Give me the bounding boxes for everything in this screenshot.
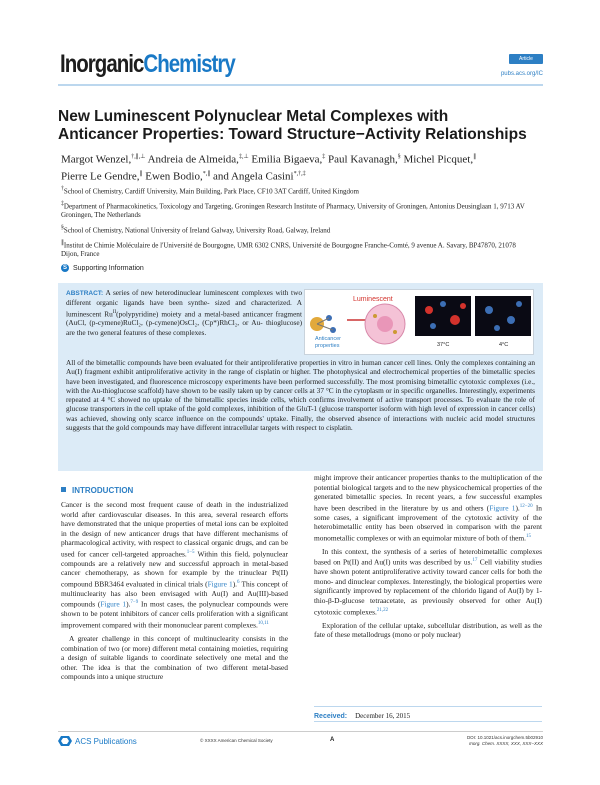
text-run: In most cases, the polynuclear compounds were shown to be potent inhibitors of cancer cells proliferation with a significant improvement compared with their mononuclear parent complexes. bbox=[61, 599, 289, 630]
citation-line: Inorg. Chem. XXXX, XXX, XXX−XXX bbox=[469, 741, 543, 746]
oxidation-state: II bbox=[112, 309, 117, 315]
author[interactable]: and Angela Casini bbox=[212, 170, 294, 183]
received-date: December 16, 2015 bbox=[355, 712, 411, 720]
abstract-body: All of the bimetallic compounds have been evaluated for their antiproliferative properties in vitro in human cancer cell lines. Only the complexes containing an Au(I) fragment exhibit antiproliferative activity in the range of cisplatin or higher. The photophysical and electrochemical properties of the bimetallic species have been investigated, and fluorescence microscopy experiments have been performed successfully. The most promising bimetallic cytotoxic complexes (i.e., with the Au-thioglucose scaffold) have shown to be easily taken up by cancer cells at 37 °C in the cytoplasm or in specific organelles. Interestingly, experiments repeated at 4 °C showed no uptake of the bimetallic species inside cells, which confirms involvement of active transport processes. To evaluate the role of glucose transporters in the cell uptake of the gold complexes, inhibition of the GluT-1 (glucose transporter isoform with high level of expression in cancer cells) was achieved, showing only scarce influence on the compounds' uptake. Finally, the observed absence of interactions with nucleic acid model structures suggests that the gold compounds may have different intracellular targets with respect to cisplatin. bbox=[66, 358, 535, 433]
author-affil-mark: †,∥,⊥ bbox=[131, 154, 146, 160]
citation[interactable]: 15 bbox=[526, 533, 532, 539]
abstract-line: A series of new heterodinuclear luminescent bbox=[105, 288, 239, 297]
affil-mark: ‡ bbox=[61, 201, 64, 207]
affiliation bbox=[61, 239, 531, 259]
toc-microscopy-4 bbox=[475, 296, 531, 336]
paragraph: Exploration of the cellular uptake, subcellular distribution, as well as the fate of these metallodrugs (mono or poly nuclear) bbox=[314, 620, 542, 640]
copyright: © XXXX American Chemical Society bbox=[200, 738, 273, 743]
abstract-line: sized and characterized. A luminescent Ru bbox=[66, 298, 303, 319]
author[interactable]: Michel Picquet, bbox=[403, 153, 474, 166]
toc-organelle bbox=[373, 314, 377, 318]
paragraph: Cancer is the second most frequent cause of death in the industrialized world after cardiovascular diseases. In this area, several research efforts have demonstrated that the unique properties of metal ions can be exploited in the design of new anticancer drugs that have different mechanisms of pharmacological activity, with respect to classical organic drugs, and can be used for cancer cell-targeted approaches.$^{1-5}$ Within this field, polynuclear compounds are a relatively new and successful approach in metal-based cancer chemotherapy, as shown for example by the trinuclear Pt(II) compound BBR3464 evaluated in clinical trials (Figure 1).$^6$ This concept of multinuclearity has also been envisaged with Au(I) and Au(III)-based compounds (Figure 1).$^{7-9}$ In most cases, the polynuclear compounds were shown to be potent inhibitors of cancer cells proliferation with a significant improvement compared with their mononuclear parent complexes.$^{10,11}$ bbox=[61, 500, 289, 630]
toc-4-label: 4°C bbox=[499, 342, 509, 348]
affil-mark: § bbox=[61, 225, 64, 231]
author[interactable]: Paul Kavanagh, bbox=[328, 153, 398, 166]
citation[interactable]: 17 bbox=[472, 558, 478, 564]
abstract-line: (p-cymene)RuCl₂, (p-cymene)OsCl₂, (Cp*)RhCl₂, or Au- bbox=[89, 318, 263, 328]
text-run: Within this field, polynuclear compounds are a relatively new and successful approach in metal-based cancer chemotherapy, as shown for example by the trinuclear Pt(II) compound BBR3464 evaluated in clinical trials ( bbox=[61, 549, 288, 589]
received-date-row bbox=[314, 706, 542, 722]
section-heading-introduction bbox=[61, 486, 133, 495]
text-run: Cell viability studies have shown potent antiproliferative activity toward cancer cells for both the mono- and dinuclear complexes. Interestingly, the biological properties were significantly improved by replacement of the chlorido ligand of Au(I) by 1-thio-β-D-glucose tetraacetate, as previously observed for other Au(I) cytotoxic complexes. bbox=[314, 557, 542, 616]
citation[interactable]: 7−9 bbox=[130, 600, 139, 606]
toc-graphic bbox=[304, 289, 534, 355]
author[interactable]: Ewen Bodio, bbox=[145, 170, 203, 183]
supporting-info-icon: S bbox=[62, 265, 67, 271]
text-run: Cancer is the second most frequent cause of death in the industrialized world after cardiovascular diseases. In this area, several research efforts have demonstrated that the unique properties of metal ions can be exploited in the design of new anticancer drugs that have different mechanisms of pharmacological activity, with respect to classical organic drugs, and can be used for cancer cell-targeted approaches. bbox=[61, 500, 288, 559]
doi[interactable]: DOI: 10.1021/acs.inorgchem.5b02910 bbox=[466, 735, 543, 740]
journal-logo bbox=[60, 49, 235, 79]
text-run: In this context, the synthesis of a series of heterobimetallic complexes based on Pt(II) and Au(I) units was described by us. bbox=[314, 546, 542, 567]
footer-divider bbox=[58, 731, 543, 732]
affiliation bbox=[61, 185, 531, 196]
toc-nucleus bbox=[377, 316, 393, 332]
acs-hexagon-icon bbox=[58, 736, 72, 746]
abstract-line: thioglucose) are the two general features of these complexes. bbox=[66, 318, 303, 337]
paragraph bbox=[314, 547, 542, 617]
affil-text: Department of Pharmacokinetics, Toxicology and Targeting, Groningen Research Institute of Pharmacy, University of Groningen, Antonius Deusinglaan 1, 9713 AV Groningen, The Netherlands bbox=[61, 202, 525, 220]
author-affil-mark: § bbox=[397, 154, 401, 160]
author-affil-mark: ∥ bbox=[139, 171, 143, 178]
affil-text: Institut de Chimie Moléculaire de l'Université de Bourgogne, UMR 6302 CNRS, Université de Bourgogne Franche-Comté, 9 avenue A. Savary, BP47870, 21078 Dijon, France bbox=[61, 241, 516, 259]
affil-text: School of Chemistry, National University of Ireland Galway, University Road, Galway, Ireland bbox=[63, 226, 331, 235]
citation[interactable]: 10,11 bbox=[257, 620, 269, 626]
paragraph: A greater challenge in this concept of multinuclearity consists in the combination of two (or more) different metal containing moieties, requiring a design of suitable ligands to coordinate selectively one metal and the other. The idea is that the combination of two different metal-based compounds into a unique structure bbox=[61, 633, 288, 682]
author-affil-mark: *,†,‡ bbox=[293, 171, 306, 178]
affiliation bbox=[61, 200, 531, 220]
author[interactable]: Andreia de Almeida, bbox=[147, 153, 239, 166]
publisher-name: ACS Publications bbox=[75, 736, 137, 746]
author[interactable]: Pierre Le Gendre, bbox=[61, 170, 140, 183]
journal-url[interactable]: pubs.acs.org/IC bbox=[500, 71, 543, 77]
author-list bbox=[61, 150, 531, 184]
header-divider bbox=[58, 84, 543, 86]
citation[interactable]: 6 bbox=[237, 579, 240, 585]
citation[interactable]: 12−20 bbox=[519, 503, 533, 509]
abstract-line: (polypyridine) bbox=[116, 309, 159, 319]
section-bullet-icon bbox=[61, 487, 66, 492]
right-column bbox=[314, 473, 542, 640]
author[interactable]: Emilia Bigaeva, bbox=[251, 153, 323, 166]
citation[interactable]: 1−5 bbox=[186, 549, 195, 555]
section-heading-label: INTRODUCTION bbox=[72, 486, 134, 495]
citation[interactable]: 21,22 bbox=[376, 607, 389, 613]
toc-illustration bbox=[305, 290, 533, 354]
figure-link[interactable]: Figure 1 bbox=[489, 503, 516, 513]
abstract-line: moiety and a metal-based anticancer fragment (AuCl, bbox=[66, 309, 302, 328]
text-run: This concept of multinuclearity has also been envisaged with Au(I) and Au(III)-based compounds ( bbox=[61, 579, 289, 609]
article-title: New Luminescent Polynuclear Metal Complexes with Anticancer Properties: Toward Structure−Activity Relationships bbox=[58, 108, 527, 143]
toc-properties-label: properties bbox=[315, 343, 340, 349]
article-type-badge: Article bbox=[509, 54, 543, 64]
abstract-box bbox=[58, 283, 543, 471]
paragraph: might improve their anticancer properties thanks to the multiplication of the potential biological targets and to the new physicochemical properties of the generated bimetallic species. In recent years, a few successful examples have been described in the literature by us and others (Figure 1).$^{12-20}$ In some cases, a significant improvement of the cytotoxic activity of the heterobimetallic entity has been observed in comparison with the parent monometallic complexes or with an equimolar mixture of both of them.$^{15}$ bbox=[314, 473, 542, 543]
supporting-information-link[interactable] bbox=[61, 264, 144, 272]
affil-mark: ∥ bbox=[61, 240, 64, 246]
toc-37-label: 37°C bbox=[437, 342, 450, 348]
journal-name-part2: Chemistry bbox=[143, 50, 235, 78]
page-number: A bbox=[330, 737, 335, 743]
abstract-line: complexes with two different organic ligands have been synthe- bbox=[66, 288, 302, 308]
toc-anticancer-label: Anticancer bbox=[315, 336, 341, 342]
author-affil-mark: ‡ bbox=[322, 154, 326, 160]
received-label: Received: bbox=[314, 713, 348, 720]
toc-luminescent-label: Luminescent bbox=[353, 296, 393, 303]
affil-text: School of Chemistry, Cardiff University, Main Building, Park Place, CF10 3AT Cardiff, United Kingdom bbox=[63, 187, 359, 196]
figure-link[interactable]: Figure 1 bbox=[100, 599, 127, 609]
doi-block bbox=[440, 735, 543, 747]
supporting-info-label: Supporting Information bbox=[73, 264, 144, 272]
journal-name-part1: Inorganic bbox=[60, 50, 144, 78]
author-affil-mark: ∥ bbox=[473, 154, 477, 160]
toc-organelle bbox=[393, 330, 397, 334]
affil-mark: † bbox=[61, 186, 64, 192]
author-affil-mark: *,∥ bbox=[202, 171, 211, 178]
abstract-head bbox=[66, 288, 302, 337]
affiliation bbox=[61, 224, 531, 235]
author[interactable]: Margot Wenzel, bbox=[61, 153, 132, 166]
text-run: might improve their anticancer properties thanks to the multiplication of the potential biological targets and to the new physicochemical properties of the generated bimetallic species. In recent years, a few successful examples have been described in the literature by us and others ( bbox=[314, 473, 542, 513]
left-column bbox=[61, 500, 288, 682]
text-run: In some cases, a significant improvement of the cytotoxic activity of the heterobimetallic entity has been observed in comparison with the parent monometallic complexes or with an equimolar mixture of both of them. bbox=[314, 503, 542, 543]
abstract-label: ABSTRACT: bbox=[66, 290, 104, 297]
figure-link[interactable]: Figure 1 bbox=[207, 579, 233, 589]
acs-publications-logo[interactable] bbox=[58, 736, 137, 746]
author-affil-mark: ‡,⊥ bbox=[238, 154, 249, 160]
